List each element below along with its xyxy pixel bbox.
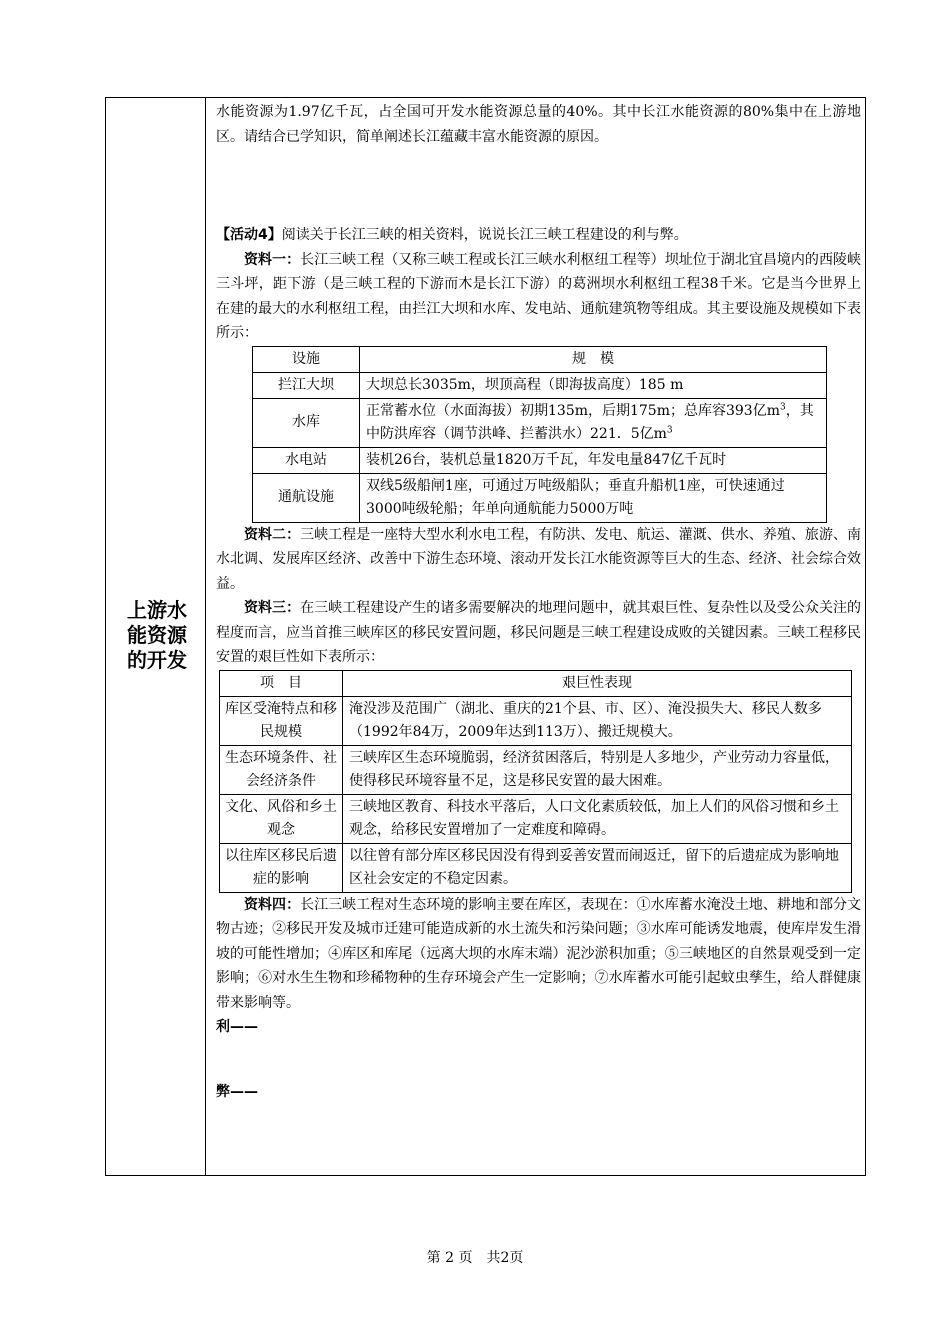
table-row bbox=[253, 398, 827, 447]
section-title: 上游水能资源的开发 bbox=[127, 598, 187, 672]
table-cell-value: 以往曾有部分库区移民因没有得到妥善安置而闹返迁，留下的后遗症成为影响地区社会安定的不稳定因素。 bbox=[343, 843, 852, 892]
material3-label: 资料三： bbox=[244, 600, 301, 616]
material2-paragraph bbox=[216, 523, 861, 597]
material4-label: 资料四： bbox=[244, 896, 301, 913]
worksheet-frame bbox=[105, 97, 866, 1176]
table-header-cell: 设施 bbox=[253, 346, 360, 372]
table-cell-value: 大坝总长3035m，坝顶高程（即海拔高度）185 m bbox=[360, 372, 827, 398]
content-column bbox=[216, 100, 861, 1136]
answer-space-pros bbox=[216, 1040, 861, 1080]
table-header-row bbox=[253, 346, 827, 372]
table-cell-name: 水电站 bbox=[253, 447, 360, 473]
table-row bbox=[220, 745, 852, 794]
relocation-table bbox=[219, 670, 852, 893]
pros-label: 利—— bbox=[216, 1019, 258, 1035]
superscript: 3 bbox=[780, 401, 786, 412]
table-header-cell: 规 模 bbox=[360, 346, 827, 372]
material1-label: 资料一： bbox=[244, 251, 301, 268]
table-cell-value: 淹没涉及范围广（湖北、重庆的21个县、市、区）、淹没损失大、移民人数多（1992年84万，2009年达到113万）、搬迁规模大。 bbox=[343, 696, 852, 745]
table-cell-name: 库区受淹特点和移民规模 bbox=[220, 696, 343, 745]
table-cell-name: 通航设施 bbox=[253, 473, 360, 522]
activity-text: 阅读关于长江三峡的相关资料，说说长江三峡工程建设的利与弊。 bbox=[281, 227, 688, 243]
table-cell-name: 以往库区移民后遗症的影响 bbox=[220, 843, 343, 892]
answer-space-intro bbox=[216, 149, 861, 223]
intro-paragraph: 水能资源为1.97亿千瓦，占全国可开发水能资源总量的40%。其中长江水能资源的80%集中在上游地区。请结合已学知识，简单阐述长江蕴藏丰富水能资源的原因。 bbox=[216, 104, 861, 145]
material1-paragraph bbox=[216, 248, 861, 346]
material2-label: 资料二： bbox=[244, 526, 301, 543]
table-row bbox=[253, 473, 827, 522]
reservoir-text-b: ，其中防洪库容（调节洪峰、拦蓄洪水）221．5亿m bbox=[366, 402, 814, 442]
superscript: 3 bbox=[666, 424, 673, 435]
table-cell-name: 水库 bbox=[253, 398, 360, 447]
table-cell-value: 双线5级船闸1座，可通过万吨级船队；垂直升船机1座，可快速通过3000吨级轮船；年单向通航能力5000万吨 bbox=[360, 473, 827, 522]
material3-paragraph bbox=[216, 596, 861, 670]
table-header-cell: 艰巨性表现 bbox=[343, 670, 852, 696]
table-cell-value bbox=[360, 398, 827, 447]
table-cell-name: 生态环境条件、社会经济条件 bbox=[220, 745, 343, 794]
table-cell-value: 三峡地区教育、科技水平落后，人口文化素质较低，加上人们的风俗习惯和乡土观念，给移民安置增加了一定难度和障碍。 bbox=[343, 794, 852, 843]
material4-text: 长江三峡工程对生态环境的影响主要在库区，表现在：①水库蓄水淹没土地、耕地和部分文物古迹；②移民开发及城市迁建可能造成新的水土流失和污染问题；③水库可能诱发地震，使库岸发生滑坡的可能性增加；④库区和库尾（远离大坝的水库末端）泥沙淤积加重；⑤三峡地区的自然景观受到一定影响；⑥对水生生物和珍稀物种的生存环境会产生一定影响；⑦水库蓄水可能引起蚊虫孳生，给人群健康带来影响等。 bbox=[216, 896, 861, 1011]
activity-label: 【活动4】 bbox=[216, 227, 282, 243]
table-row bbox=[220, 843, 852, 892]
answer-space-cons bbox=[216, 1104, 861, 1136]
activity-heading bbox=[216, 223, 861, 248]
table-header-cell: 项 目 bbox=[220, 670, 343, 696]
material3-text: 在三峡工程建设产生的诸多需要解决的地理问题中，就其艰巨性、复杂性以及受公众关注的程度而言，应当首推三峡库区的移民安置问题，移民问题是三峡工程建设成败的关键因素。三峡工程移民安置的艰巨性如下表所示： bbox=[216, 600, 861, 665]
facilities-table bbox=[252, 346, 827, 523]
table-row bbox=[220, 696, 852, 745]
material2-text: 三峡工程是一座特大型水利水电工程，有防洪、发电、航运、灌溉、供水、养殖、旅游、南水北调、发展库区经济、改善中下游生态环境、滚动开发长江水能资源等巨大的生态、经济、社会综合效益。 bbox=[216, 526, 861, 592]
table-cell-value: 装机26台，装机总量1820万千瓦，年发电量847亿千瓦时 bbox=[360, 447, 827, 473]
table-header-row bbox=[220, 670, 852, 696]
section-sidebar bbox=[106, 98, 206, 1175]
table-cell-value: 三峡库区生态环境脆弱，经济贫困落后，特别是人多地少，产业劳动力容量低，使得移民环境容量不足，这是移民安置的最大困难。 bbox=[343, 745, 852, 794]
reservoir-text-a: 正常蓄水位（水面海拔）初期135m，后期175m；总库容393亿m bbox=[366, 402, 780, 419]
table-row bbox=[253, 447, 827, 473]
table-cell-name: 拦江大坝 bbox=[253, 372, 360, 398]
material1-text: 长江三峡工程（又称三峡工程或长江三峡水利枢纽工程等）坝址位于湖北宜昌境内的西陵峡三斗坪，距下游（是三峡工程的下游而木是长江下游）的葛洲坝水利枢纽工程38千米。它是当今世界上在建的最大的水利枢纽工程，由拦江大坝和水库、发电站、通航建筑物等组成。其主要设施及规模如下表所示： bbox=[216, 251, 861, 341]
table-row bbox=[253, 372, 827, 398]
table-cell-name: 文化、风俗和乡土观念 bbox=[220, 794, 343, 843]
material4-paragraph bbox=[216, 893, 861, 1016]
page-footer: 第 2 页 共2页 bbox=[426, 1250, 524, 1266]
cons-label: 弊—— bbox=[216, 1083, 258, 1100]
table-row bbox=[220, 794, 852, 843]
